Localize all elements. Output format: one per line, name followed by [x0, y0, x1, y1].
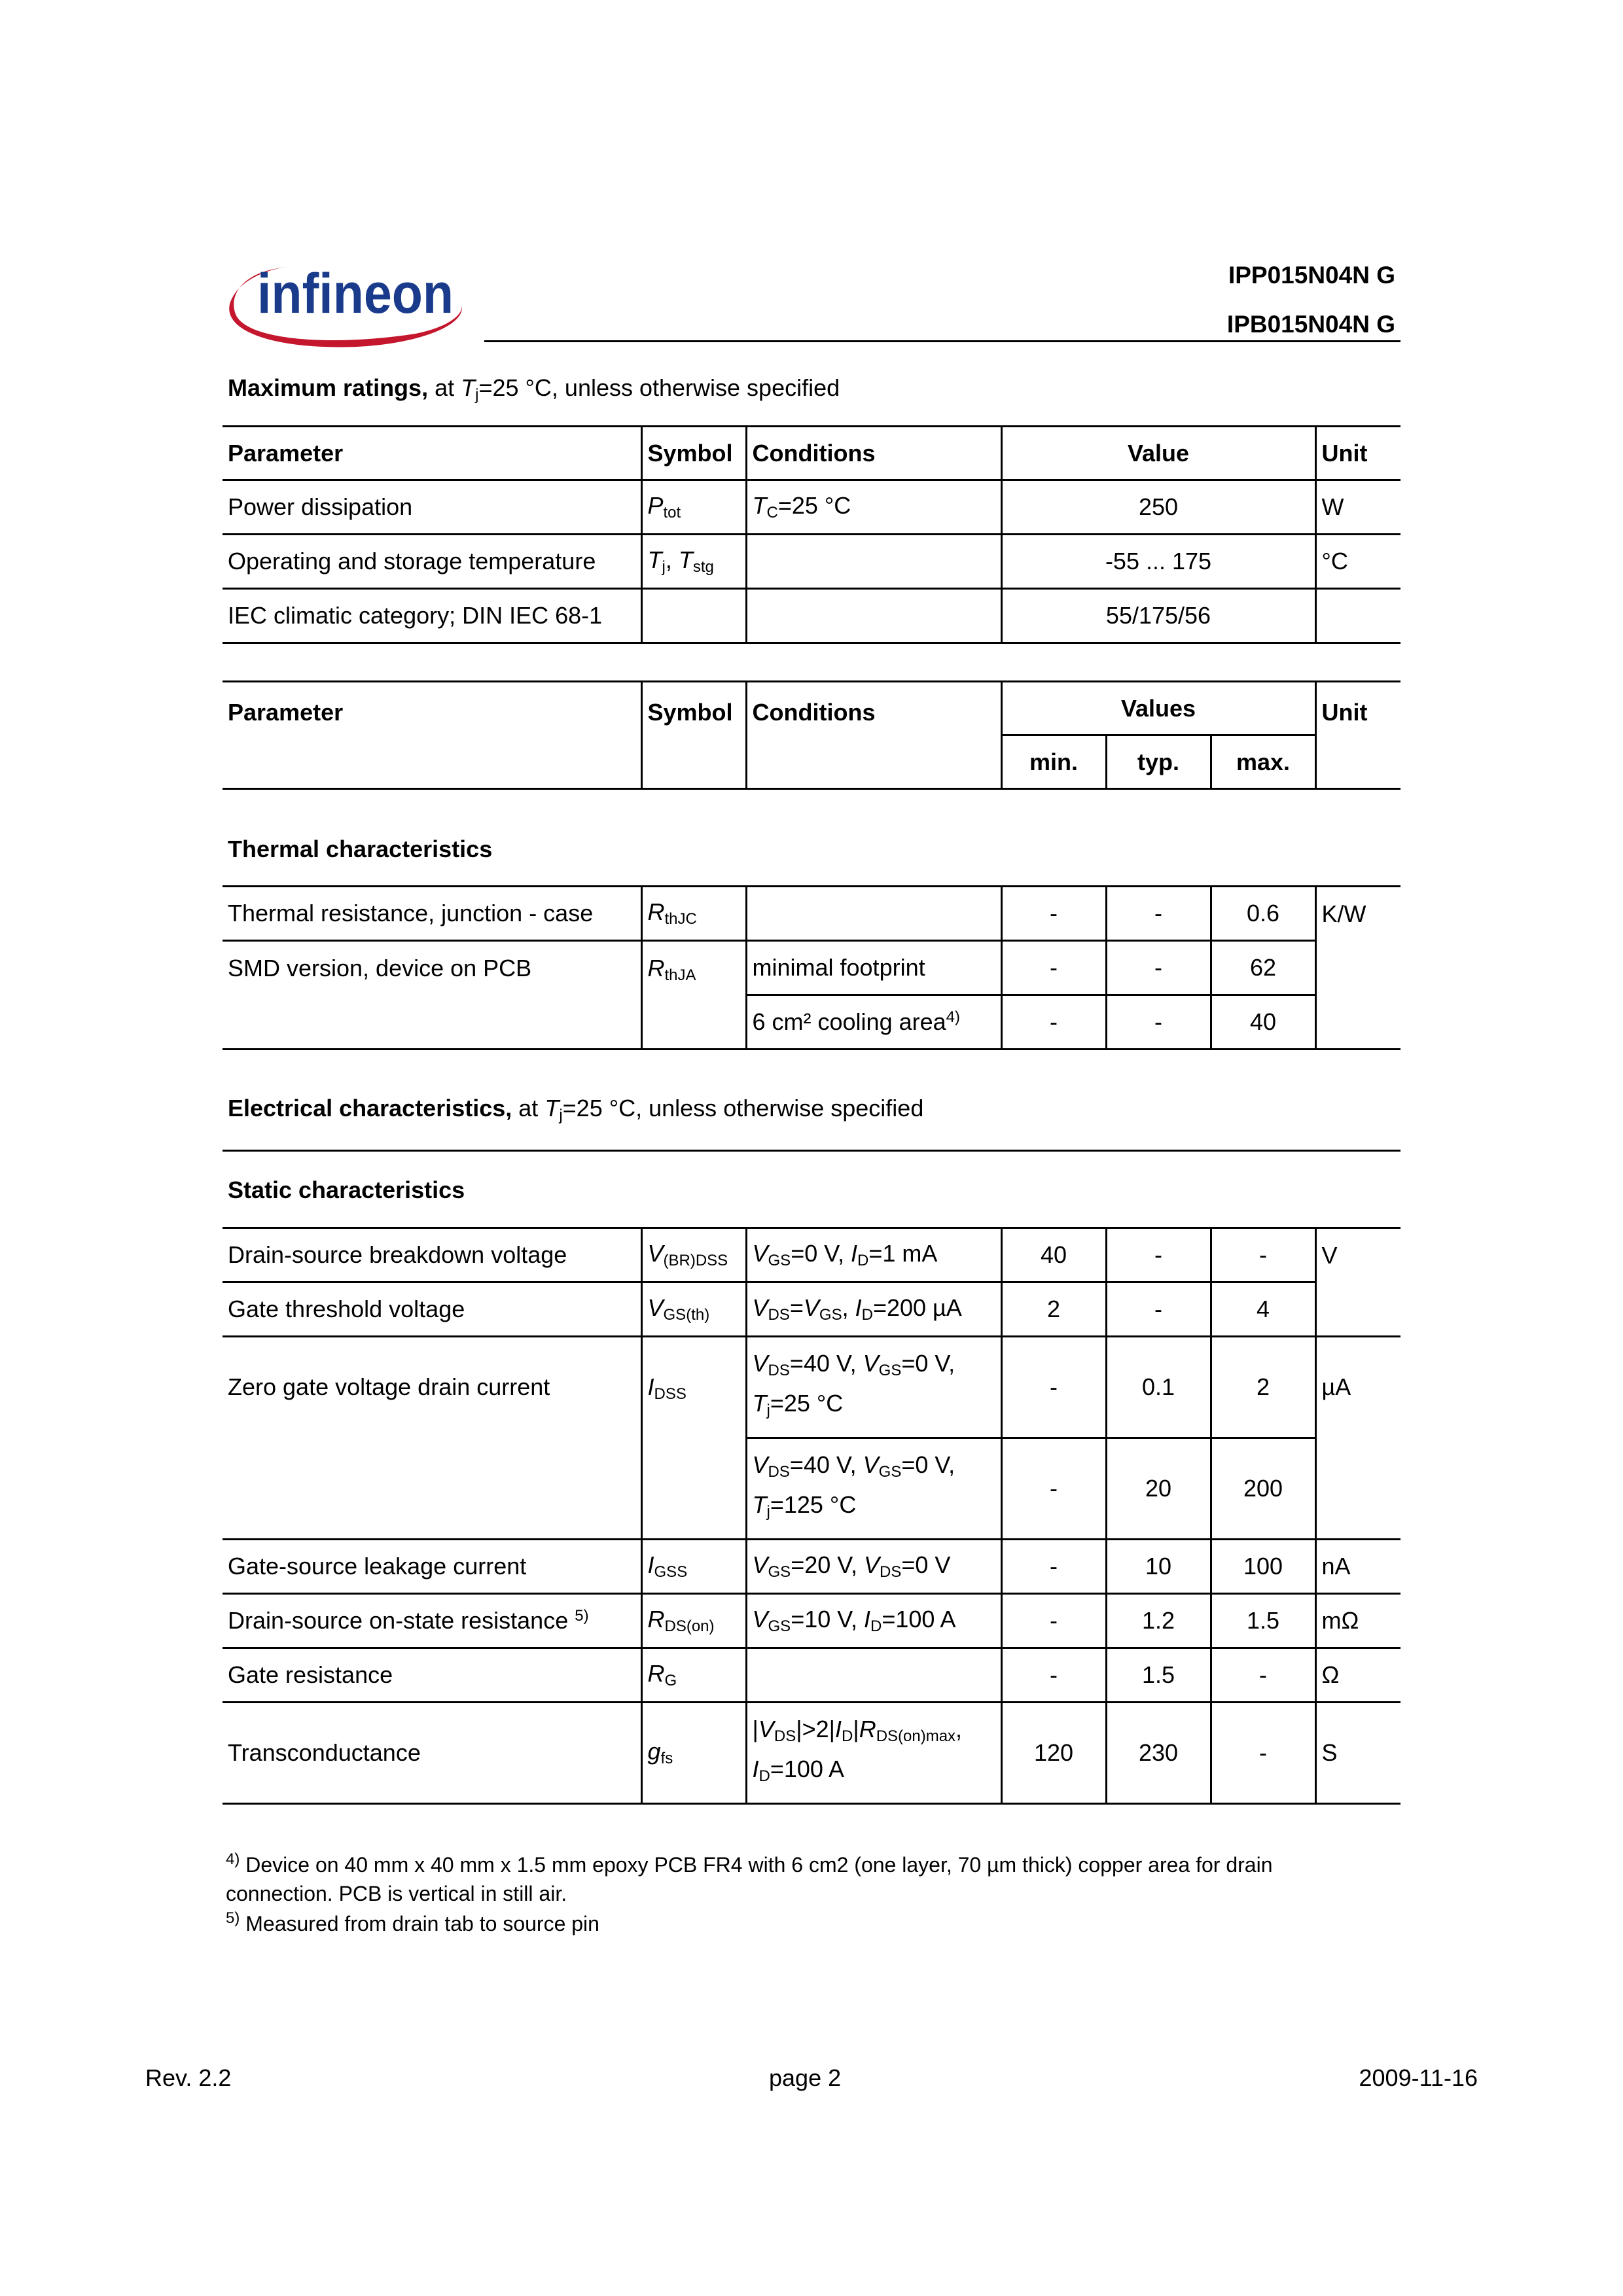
thermal-title: Thermal characteristics [228, 836, 493, 862]
table-row: Gate resistance $R_G$ - 1.5 - Ω [223, 1648, 1400, 1703]
footer-page: page 2 [769, 2064, 842, 2091]
footnote-4: $^{4)}$ Device on 40 mm x 40 mm x 1.5 mm epoxy PCB FR4 with 6 cm2 (one layer, 70 µm thick) copper area for drain connection. PCB is vertical in still air. [226, 1850, 1273, 1905]
col-conditions: Conditions [746, 427, 1001, 480]
col-value: Value [1001, 427, 1315, 480]
header-rule [484, 340, 1400, 342]
electrical-title: Electrical characteristics, at $T_j=25$ °C, unless otherwise specified [228, 1095, 924, 1124]
table-row: Transconductance $g_{fs}$ $|V_{DS}|>2|I_D|R_{DS(on)max}$, $I_D=100$ A 120 230 - S [223, 1703, 1400, 1804]
static-title: Static characteristics [228, 1176, 465, 1203]
part-number-2: IPB015N04N G [1226, 311, 1395, 338]
col-unit: Unit [1315, 427, 1400, 480]
table-row: Gate threshold voltage $V_{GS(th)}$ $V_{DS}=V_{GS}$, $I_D=200$ µA 2 - 4 [223, 1282, 1400, 1337]
table-row: 6 cm² cooling area$^{4)}$ - - 40 [223, 995, 1400, 1050]
footer-rev: Rev. 2.2 [145, 2064, 232, 2091]
table-row: Gate-source leakage current $I_{GSS}$ $V_{GS}=20$ V, $V_{DS}=0$ V - 10 100 nA [223, 1540, 1400, 1594]
table-row: $V_{DS}=40$ V, $V_{GS}=0$ V, $T_j=125$ °C - 20 200 [223, 1438, 1400, 1540]
part-number-1: IPP015N04N G [1228, 262, 1395, 289]
footer-date: 2009-11-16 [1359, 2064, 1478, 2091]
max-ratings-title: Maximum ratings, at $T_j=25$ °C, unless otherwise specified [228, 374, 840, 404]
table-row: Power dissipation $P_{tot}$ $T_C=25$ °C 250 W [223, 480, 1400, 535]
col-symbol: Symbol [641, 427, 746, 480]
table-row: Drain-source on-state resistance $^{5)}$ $R_{DS(on)}$ $V_{GS}=10$ V, $I_D=100$ A - 1.2 1.5 mΩ [223, 1594, 1400, 1648]
values-header-table: Parameter Symbol Conditions Values Unit min. typ. max. [223, 680, 1400, 790]
table-row: SMD version, device on PCB $R_{thJA}$ minimal footprint - - 62 [223, 941, 1400, 995]
table-row: IEC climatic category; DIN IEC 68-1 55/175/56 [223, 589, 1400, 643]
table-row: Operating and storage temperature $T_j$, $T_{stg}$ -55 ... 175 °C [223, 535, 1400, 589]
max-ratings-table [223, 425, 1400, 644]
thermal-table [223, 885, 1400, 1050]
footnote-5: $^{5)}$ Measured from drain tab to source pin [226, 1909, 599, 1935]
logo-text: infineon [257, 262, 454, 325]
infineon-logo [226, 242, 481, 353]
table-row: Drain-source breakdown voltage $V_{(BR)DSS}$ $V_{GS}=0$ V, $I_D=1$ mA 40 - - V [223, 1228, 1400, 1282]
static-table [223, 1227, 1400, 1805]
col-parameter: Parameter [223, 427, 641, 480]
table-row: Thermal resistance, junction - case $R_{thJC}$ - - 0.6 K/W [223, 887, 1400, 941]
table-row: Zero gate voltage drain current $I_{DSS}$ $V_{DS}=40$ V, $V_{GS}=0$ V, $T_j=25$ °C - 0.1 2 µA [223, 1337, 1400, 1438]
electrical-rule [223, 1150, 1400, 1152]
